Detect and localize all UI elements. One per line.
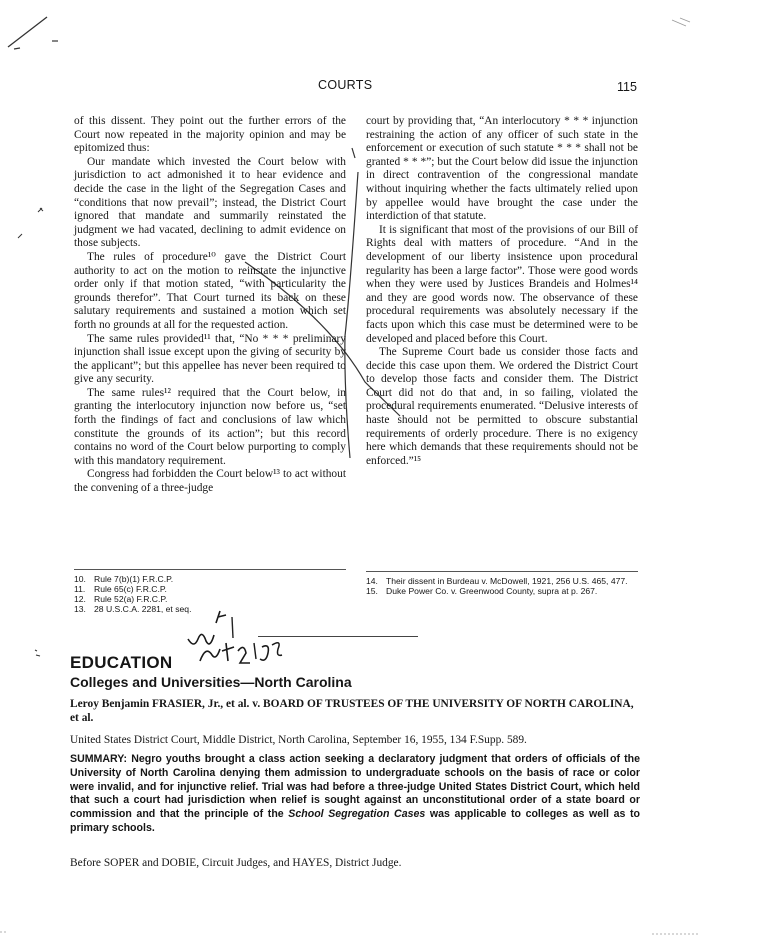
footnote [74,574,274,584]
footnote [366,576,646,586]
margin-mark-b [18,234,22,238]
column-tick-mark [352,148,355,158]
footnote [74,584,274,594]
right-paragraph: It is significant that most of the provisions of our Bill of Rights deal with matters of procedure. “And in the development of our liberty insistence upon procedural regularity has been a large factor”. Those were good words when they were used by Justices Brandeis and Holmes¹⁴ and they are good words now. The observance of these procedural requirements was absolutely necessary if the facts upon which this case must be determined were to be developed and placed before this Court. [366,223,638,345]
case-summary [70,753,640,836]
footnote-number: 13. [74,604,86,614]
left-paragraph: Our mandate which invested the Court below with jurisdiction to act admonished it to hear evidence and decide the case in the light of the Segregation Cases and “conditions that now prevail”; instead, the District Court ignored that mandate and summarily reinstated the judgment we had vacated, declining to admit evidence on those subjects. [74,155,346,250]
case-title: Leroy Benjamin FRASIER, Jr., et al. v. BOARD OF TRUSTEES OF THE UNIVERSITY OF NORTH CAROLINA, et al. [70,698,634,724]
handwritten-initials-signature [186,605,286,665]
summary-text: Negro youths brought a class action seeking a declaratory judgment that orders of officials of the University of North Carolina denying them admission to undergraduate schools on the basis of race or color were invalid, and for injunctive relief. Trial was had before a three-judge United States District Court, which held that such a court had jurisdiction when relief is sought against an unconstitutional order of a state board or commission and that the principle of the [70,753,640,821]
court-citation: United States District Court, Middle District, North Carolina, September 16, 1955, 134 F.Supp. 589. [70,734,527,746]
corner-pen-tick [14,48,20,49]
left-paragraph: The rules of procedure¹⁰ gave the District Court authority to act on the motion to reinstate the injunctive order only if that motion stated, “with particularity the grounds therefor”. That Court turned its back on these salutary requirements and sustained a motion which set forth no grounds at all for the requested action. [74,250,346,331]
footnote-divider-right [366,571,638,572]
section-divider [258,636,418,637]
margin-mark-c [35,650,40,656]
footnote [74,594,274,604]
vertical-pen-stroke [345,172,358,458]
footnote-divider-left [74,569,346,570]
footnote-text: Rule 65(c) F.R.C.P. [94,584,167,594]
left-column [74,115,346,496]
summary-text-end: was applicable to colleges as well as to primary schools. [70,808,641,834]
left-paragraph: of this dissent. They point out the further errors of the Court now repeated in the majority opinion and may be epitomized thus: [74,115,346,155]
corner-pen-stroke [8,17,47,47]
footnotes-left [74,574,274,614]
footnote-number: 15. [366,586,378,596]
margin-mark-a [38,208,43,212]
judges-line: Before SOPER and DOBIE, Circuit Judges, and HAYES, District Judge. [70,857,402,869]
footnote-number: 14. [366,576,378,586]
right-column [366,115,638,468]
left-paragraph: The same rules provided¹¹ that, “No * * * preliminary injunction shall issue except upon the giving of security by the applicant”; but this appellee has never been required to give any security. [74,332,346,386]
footnote-text: Rule 52(a) F.R.C.P. [94,594,168,604]
faint-corner-mark [672,18,690,26]
footnote-text: Rule 7(b)(1) F.R.C.P. [94,574,174,584]
right-paragraph: The Supreme Court bade us consider those facts and decide this case upon them. We ordered the District Court to develop those facts and consider them. The District Court did not do that and, in so failing, violated the procedural requirements enumerated. “Delusive interests of haste should not be permitted to obscure substantial requirements of orderly procedure. There is no exigency here which demands that these requirements should not be enforced.”¹⁵ [366,346,638,467]
footnote-text: Their dissent in Burdeau v. McDowell, 1921, 256 U.S. 465, 477. [386,576,628,586]
section-title: EDUCATION [70,653,173,672]
summary-emphasis: School Segregation Cases [288,808,426,821]
right-paragraph: court by providing that, “An interlocutory * * * injunction restraining the action of any officer of such state in the enforcement or execution of such statute * * * shall not be granted * * *”; but the Court below did issue the injunction in direct contravention of the congressional mandate without inquiring whether the facts ultimately relied upon by appellee would have brought the case under the interdiction of that statute. [366,115,638,223]
footnote-number: 12. [74,594,86,604]
footnotes-right [366,576,646,596]
left-paragraph: Congress had forbidden the Court below¹³ to act without the convening of a three-judge [74,468,346,495]
footnote [366,586,646,596]
page-number: 115 [617,80,637,94]
left-paragraph: The same rules¹² required that the Court below, in granting the interlocutory injunction now before us, “set forth the findings of fact and conclusions of law which constitute the grounds of its action”; but this record contains no word of the Court below purporting to comply with this mandatory requirement. [74,386,346,467]
footnote-text: 28 U.S.C.A. 2281, et seq. [94,604,192,614]
footnote-text: Duke Power Co. v. Greenwood County, supra at p. 267. [386,586,598,596]
summary-label: SUMMARY: [70,753,128,765]
subsection-title: Colleges and Universities—North Carolina [70,674,352,690]
footnote-number: 11. [74,584,86,594]
footnote-number: 10. [74,574,86,584]
bottom-faint-marks [0,932,700,934]
footnote [74,604,274,614]
running-head: COURTS [318,78,373,92]
